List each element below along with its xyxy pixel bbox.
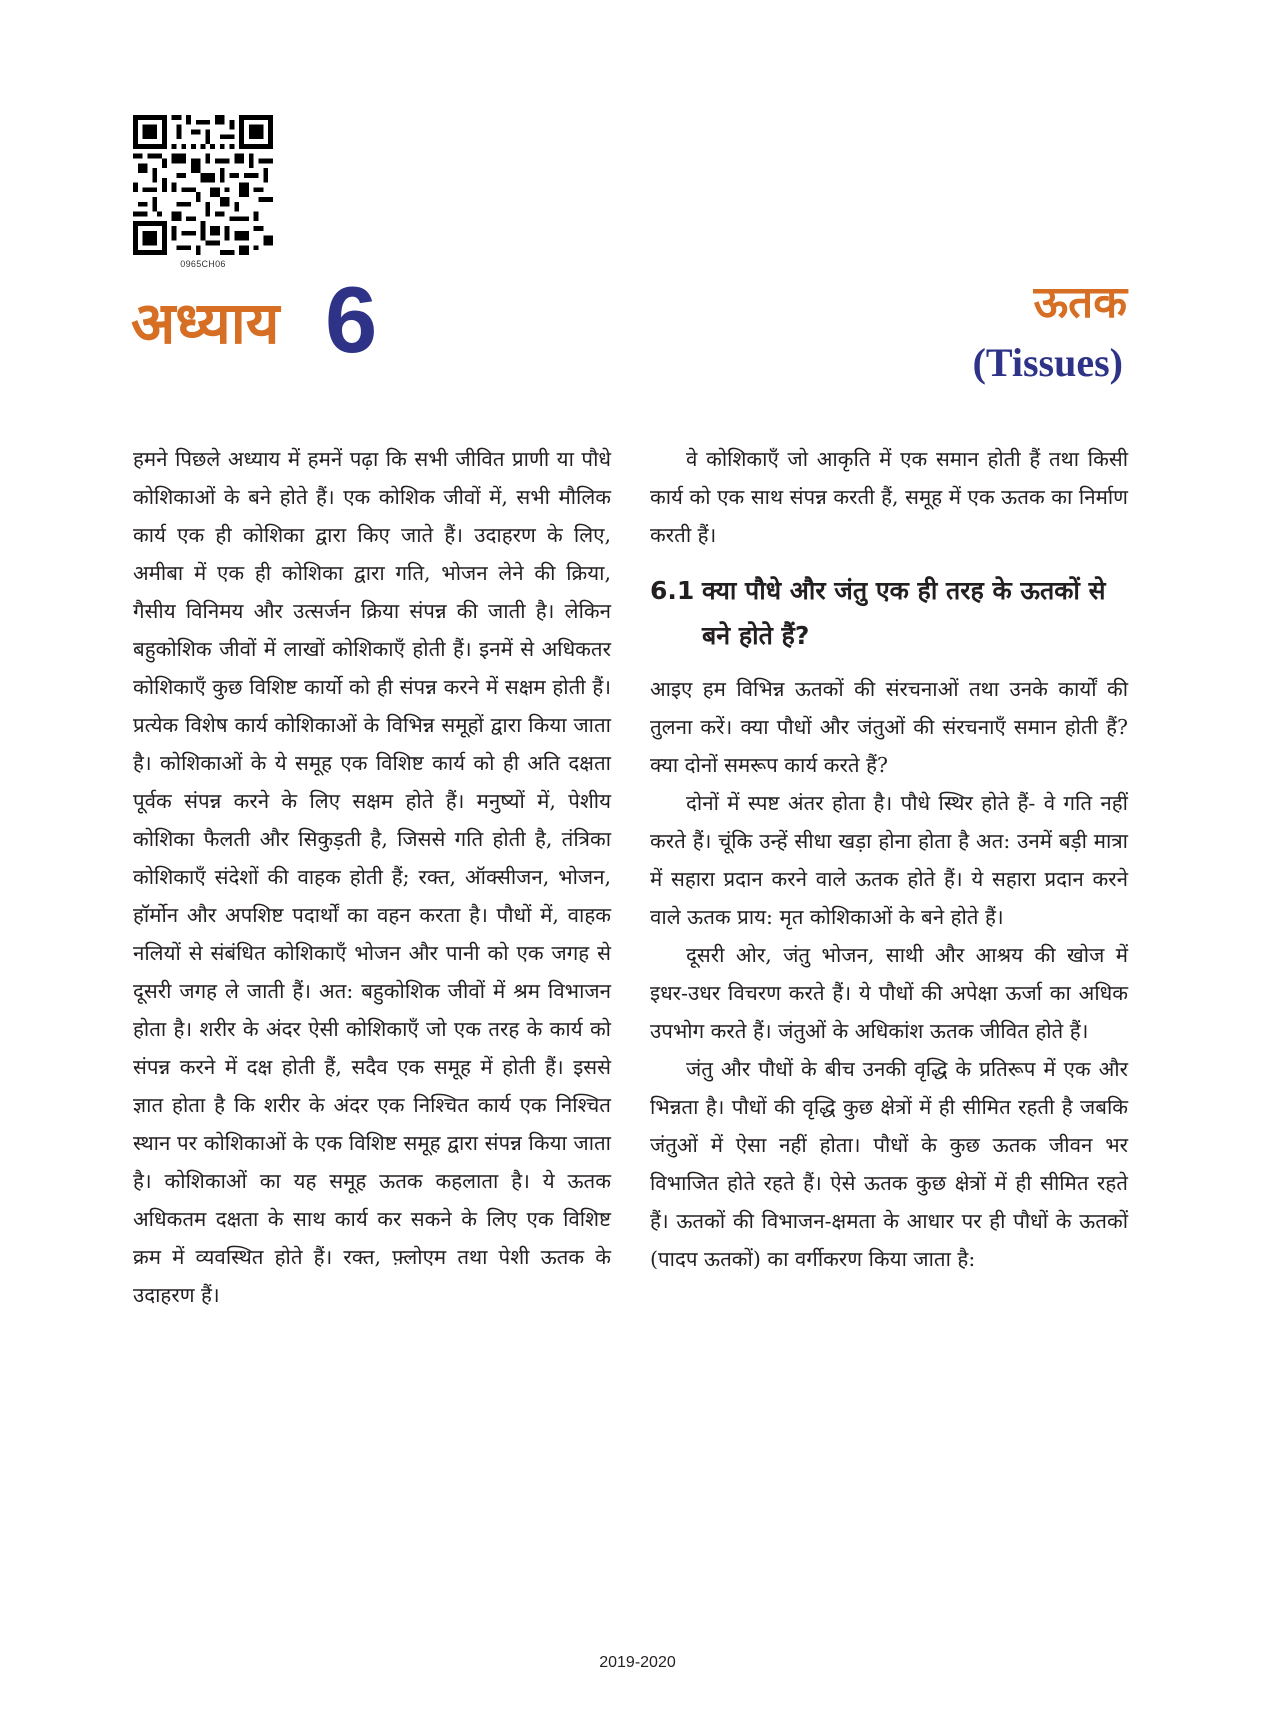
body-paragraph: दूसरी ओर, जंतु भोजन, साथी और आश्रय की खोज में इधर-उधर विचरण करते हैं। ये पौधों की अपेक्षा ऊर्जा का अधिक उपभोग करते हैं। जंतुओं के अधिकांश ऊतक जीवित होते हैं। xyxy=(650,943,1128,1043)
intro-paragraph: वे कोशिकाएँ जो आकृति में एक समान होती हैं तथा किसी कार्य को एक साथ संपन्न करती हैं, समूह में एक ऊतक का निर्माण करती हैं। xyxy=(650,447,1128,547)
body-paragraph: जंतु और पौधों के बीच उनकी वृद्धि के प्रतिरूप में एक और भिन्नता है। पौधों की वृद्धि कुछ क्षेत्रों में ही सीमित रहती है जबकि जंतुओं में ऐसा नहीं होता। पौधों के कुछ ऊतक जीवन भर विभाजित होते रहते हैं। ऐसे ऊतक कुछ क्षेत्रों में ही सीमित रहते हैं। ऊतकों की विभाजन-क्षमता के आधार पर ही पौधों के ऊतकों (पादप ऊतकों) का वर्गीकरण किया जाता है: xyxy=(650,1057,1128,1271)
right-column xyxy=(650,440,1128,1278)
chapter-title-hindi: ऊतक xyxy=(1033,277,1127,328)
qr-code-icon xyxy=(133,115,273,255)
body-paragraph: दोनों में स्पष्ट अंतर होता है। पौधे स्थिर होते हैं- वे गति नहीं करते हैं। चूंकि उन्हें सीधा खड़ा होना होता है अत: उनमें बड़ी मात्रा में सहारा प्रदान करने वाले ऊतक होते हैं। ये सहारा प्रदान करने वाले ऊतक प्राय: मृत कोशिकाओं के बने होते हैं। xyxy=(650,791,1128,929)
chapter-label: अध्याय xyxy=(131,289,280,357)
section-title: क्या पौधे और जंतु एक ही तरह के ऊतकों से बने होते हैं? xyxy=(702,576,1106,650)
chapter-title-english: (Tissues) xyxy=(972,340,1123,385)
section-number: 6.1 xyxy=(650,576,695,605)
qr-block xyxy=(133,115,273,269)
qr-caption: 0965CH06 xyxy=(180,259,226,269)
left-column xyxy=(133,440,611,1314)
body-paragraph: हमने पिछले अध्याय में हमनें पढ़ा कि सभी जीवित प्राणी या पौधे कोशिकाओं के बने होते हैं। एक कोशिक जीवों में, सभी मौलिक कार्य एक ही कोशिका द्वारा किए जाते हैं। उदाहरण के लिए, अमीबा में एक ही कोशिका द्वारा गति, भोजन लेने की क्रिया, गैसीय विनिमय और उत्सर्जन क्रिया संपन्न की जाती है। लेकिन बहुकोशिक जीवों में लाखों कोशिकाएँ होती हैं। इनमें से अधिकतर कोशिकाएँ कुछ विशिष्ट कार्यो को ही संपन्न करने में सक्षम होती हैं। प्रत्येक विशेष कार्य कोशिकाओं के विभिन्न समूहों द्वारा किया जाता है। कोशिकाओं के ये समूह एक विशिष्ट कार्य को ही अति दक्षता पूर्वक संपन्न करने के लिए सक्षम होते हैं। मनुष्यों में, पेशीय कोशिका फैलती और सिकुड़ती है, जिससे गति होती है, तंत्रिका कोशिकाएँ संदेशों की वाहक होती हैं; रक्त, ऑक्सीजन, भोजन, हॉर्मोन और अपशिष्ट पदार्थों का वहन करता है। पौधों में, वाहक नलियों से संबंधित कोशिकाएँ भोजन और पानी को एक जगह से दूसरी जगह ले जाती हैं। अत: बहुकोशिक जीवों में श्रम विभाजन होता है। शरीर के अंदर ऐसी कोशिकाएँ जो एक तरह के कार्य को संपन्न करने में दक्ष होती हैं, सदैव एक समूह में होती हैं। इससे ज्ञात होता है कि शरीर के अंदर एक निश्चित कार्य एक निश्चित स्थान पर कोशिकाओं के एक विशिष्ट समूह द्वारा संपन्न किया जाता है। कोशिकाओं का यह समूह ऊतक कहलाता है। ये ऊतक अधिकतम दक्षता के साथ कार्य कर सकने के लिए एक विशिष्ट क्रम में व्यवस्थित होते हैं। रक्त, फ़्लोएम तथा पेशी ऊतक के उदाहरण हैं। xyxy=(133,447,611,1307)
page-footer-year: 2019-2020 xyxy=(599,1654,676,1671)
section-heading xyxy=(650,568,1128,658)
chapter-number: 6 xyxy=(325,267,378,372)
body-paragraph: आइए हम विभिन्न ऊतकों की संरचनाओं तथा उनके कार्यों की तुलना करें। क्या पौधों और जंतुओं की संरचनाएँ समान होती हैं? क्या दोनों समरूप कार्य करते हैं? xyxy=(650,677,1128,777)
